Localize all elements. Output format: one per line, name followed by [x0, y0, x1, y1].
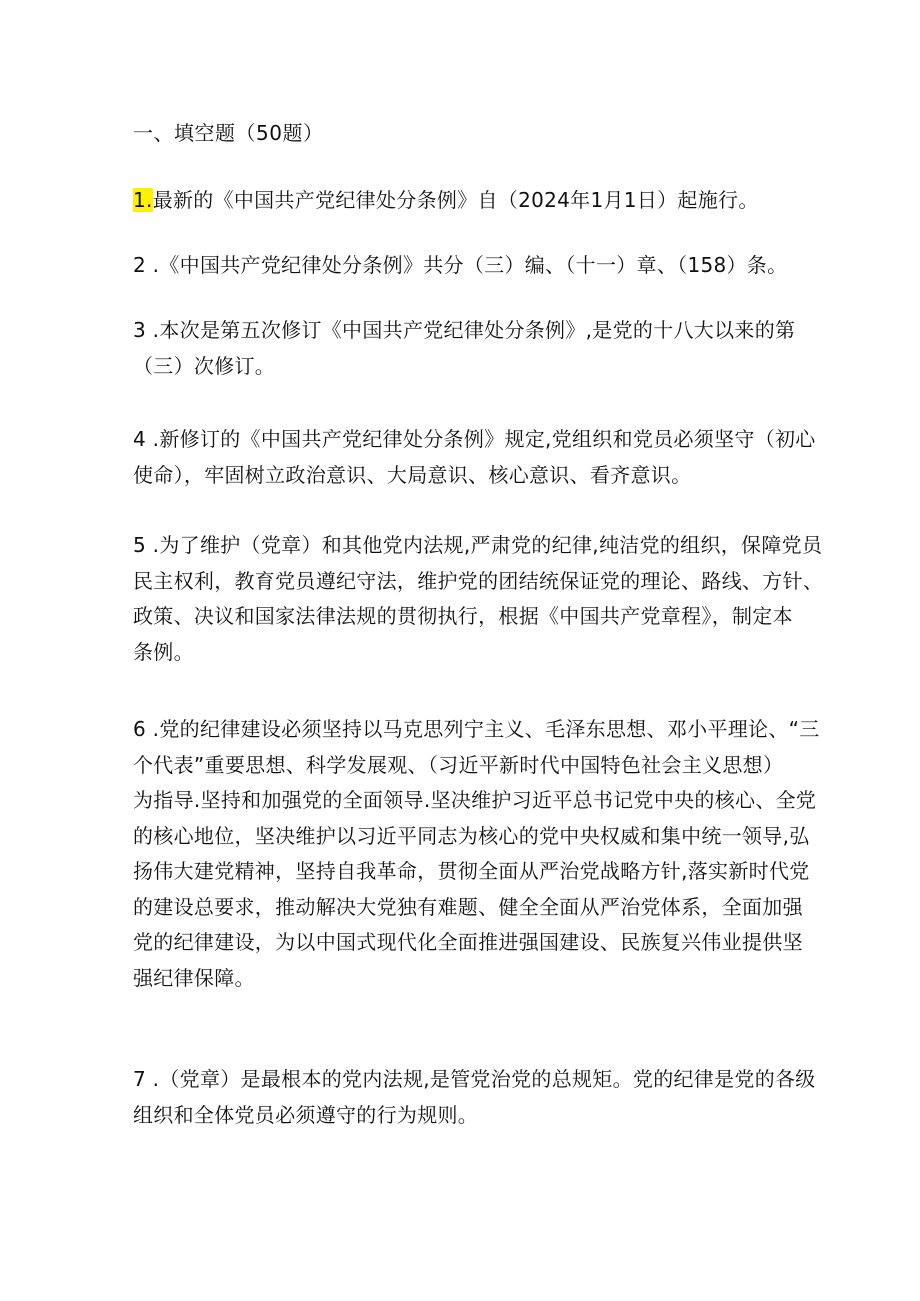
- question-line: 政策、决议和国家法律法规的贯彻执行，根据《中国共产党章程》，制定本: [133, 604, 793, 628]
- question-2: [133, 248, 813, 284]
- question-7: [133, 1062, 816, 1133]
- question-line: 4 .新修订的《中国共产党纪律处分条例》规定,党组织和党员必须坚守（初心: [133, 427, 816, 451]
- question-3: [133, 313, 813, 384]
- question-5: [133, 528, 824, 670]
- question-line: 个代表”重要思想、科学发展观、（习近平新时代中国特色社会主义思想）: [133, 752, 784, 777]
- question-line: 的核心地位，坚决维护以习近平同志为核心的党中央权威和集中统一领导,弘: [133, 823, 810, 848]
- question-line: 5 .为了维护（党章）和其他党内法规,严肃党的纪律,纯洁党的组织，保障党员: [133, 533, 823, 557]
- section-heading: 一、填空题（50题）: [133, 121, 324, 145]
- question-1: [133, 183, 813, 219]
- question-line: 1.最新的《中国共产党纪律处分条例》自（2024年1月1日）起施行。: [133, 188, 759, 212]
- question-line: 党的纪律建设，为以中国式现代化全面推进强国建设、民族复兴伟业提供坚: [133, 930, 803, 954]
- question-line: 条例。: [133, 639, 194, 664]
- question-line: 7 .（党章）是最根本的党内法规,是管党治党的总规矩。党的纪律是党的各级: [133, 1067, 816, 1091]
- question-4: [133, 422, 816, 493]
- question-line: 6 .党的纪律建设必须坚持以马克思列宁主义、毛泽东思想、邓小平理论、“三: [133, 717, 820, 741]
- question-line: 2 .《中国共产党纪律处分条例》共分（三）编、（十一）章、（158）条。: [133, 253, 788, 277]
- question-line: 组织和全体党员必须遵守的行为规则。: [133, 1102, 479, 1127]
- question-line: （三）次修订。: [133, 353, 276, 378]
- question-line: 为指导.坚持和加强党的全面领导.坚决维护习近平总书记党中央的核心、全党: [133, 788, 817, 812]
- question-line: 的建设总要求，推动解决大党独有难题、健全全面从严治党体系，全面加强: [133, 894, 803, 919]
- highlighted-number: 1.: [133, 188, 153, 212]
- question-line: 使命），牢固树立政治意识、大局意识、核心意识、看齐意识。: [133, 462, 692, 487]
- question-6: [133, 712, 820, 996]
- question-line: 扬伟大建党精神，坚持自我革命，贯彻全面从严治党战略方针,落实新时代党: [133, 859, 810, 883]
- question-line: 3 .本次是第五次修订《中国共产党纪律处分条例》,是党的十八大以来的第: [133, 318, 796, 342]
- question-line: 强纪律保障。: [133, 965, 255, 990]
- question-line: 民主权利，教育党员遵纪守法，维护党的团结统保证党的理论、路线、方针、: [133, 568, 824, 593]
